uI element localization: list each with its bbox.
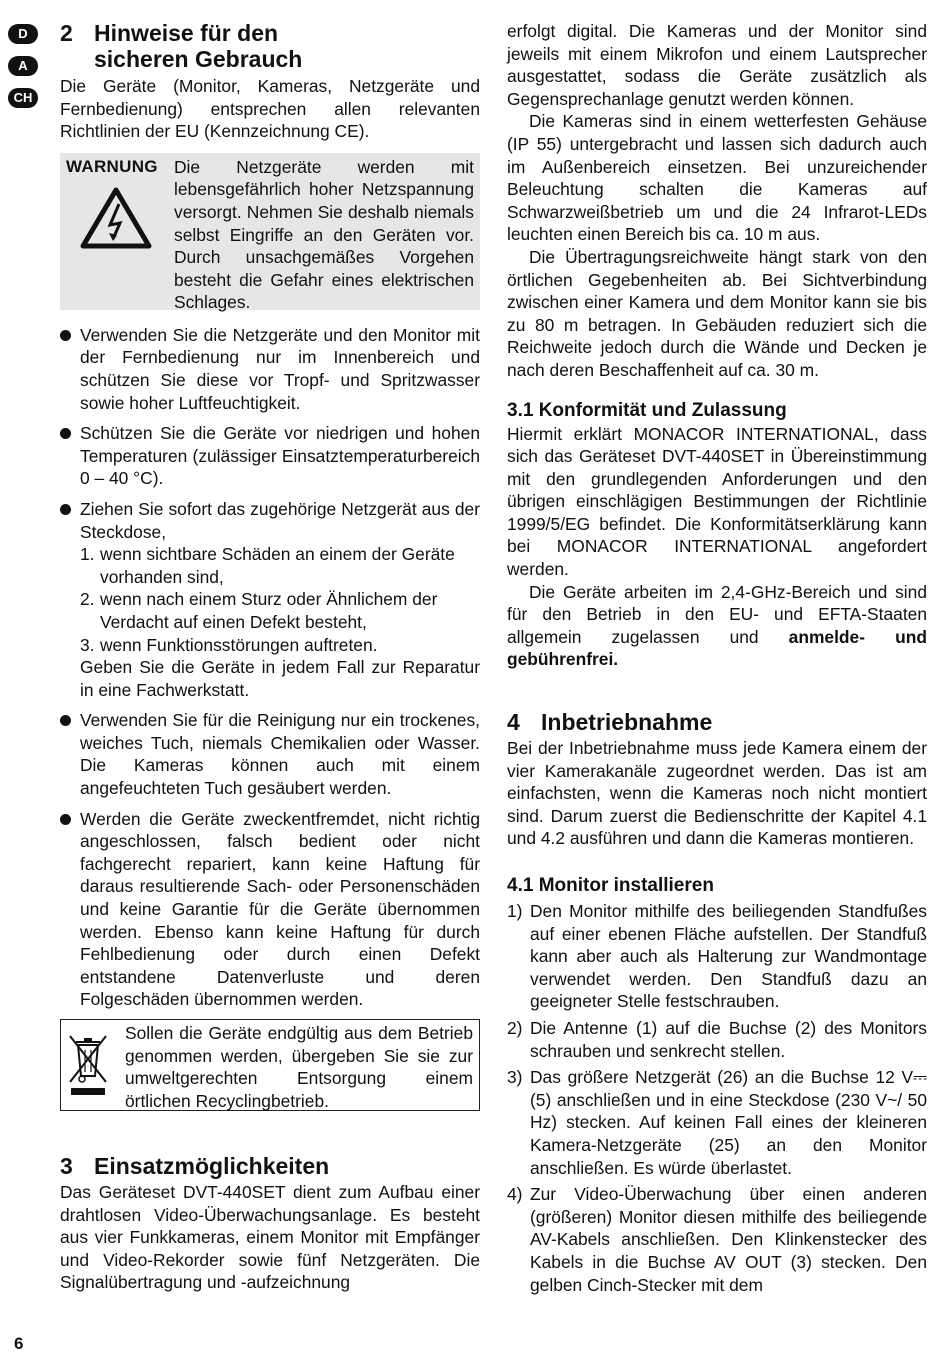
section-3-heading (60, 1153, 480, 1179)
section-3-text: Das Geräteset DVT-440SET dient zum Aufbau einer drahtlosen Video-Überwachungsanlage. Es besteht aus vier Funkkameras, einem Monitor mit Empfänger und Video-Rekorder sowie fünf Netzgeräten. Die Signalübertragung und -aufzeichnung (60, 1182, 480, 1293)
bullet-text: Ziehen Sie sofort das zugehörige Netzgerät aus der Steckdose, (80, 498, 480, 542)
step-text: Das größere Netzgerät (26) an die Buchse 12 V⎓ (5) anschließen und in eine Steckdose (230 V~/ 50 Hz) stecken. Auf keinen Fall eines der kleineren Kamera-Netzgeräte (25) an den Monitor anschließen. Es würde überlastet. (530, 1067, 927, 1178)
approval-text: Die Geräte arbeiten im 2,4-GHz-Bereich und sind für den Betrieb in den EU- und EFTA-Staaten allgemein zugelassen und (507, 581, 927, 647)
approval-bold: anmelde- und gebührenfrei. (507, 626, 927, 670)
sub-item-text: wenn Funktionsstörungen auftreten. (100, 634, 378, 655)
step-number: 3) (507, 1067, 523, 1088)
section-number: 2 (60, 20, 73, 46)
step-item (507, 900, 927, 1013)
language-badge-ch: CH (8, 88, 38, 108)
bullet-dot-icon (60, 428, 71, 439)
right-column (507, 20, 927, 1300)
step-number: 2) (507, 1017, 523, 1038)
step-text: Zur Video-Überwachung über einen anderen (größeren) Monitor diesen mithilfe des beiliegende AV-Kabels anschließen. Den Klinkenstecker des Kabels in die Buchse AV OUT (3) stecken. Den gelben Cinch-Stecker mit dem (530, 1184, 927, 1295)
warning-box (60, 153, 480, 313)
section-4-text: Bei der Inbetriebnahme muss jede Kamera einem der vier Kamerakanäle zugeordnet werden. Das ist am einfachsten, wenn die Kameras noch nicht montiert sind. Darum zuerst die Bedienschritte der Kapitel 4.1 und 4.2 ausführen und dann die Kameras montieren. (507, 738, 927, 849)
step-number: 4) (507, 1184, 523, 1205)
sub-item-text: wenn nach einem Sturz oder Ähnlichem der Verdacht auf einen Defekt besteht, (100, 589, 438, 632)
step-item (507, 1183, 927, 1296)
step-number: 1) (507, 901, 523, 921)
step-text: Die Antenne (1) auf die Buchse (2) des Monitors schrauben und senkrecht stellen. (530, 1017, 927, 1061)
sub-item-number: 1. (80, 544, 95, 565)
bullet-item (60, 422, 480, 490)
section-3-1-approval (507, 581, 927, 671)
high-voltage-warning-icon (80, 187, 152, 249)
section-2-heading (60, 20, 480, 72)
bullet-text: Werden die Geräte zweckentfremdet, nicht richtig angeschlossen, falsch bedient oder nicht fachgerecht repariert, kann keine Haftung für daraus resultierende Sach- oder Personenschäden und keine Garantie für die Geräte übernommen werden. Ebenso kann keine Haftung für durch Fehlbedienung oder durch einen Defekt entstandene Datenverluste und deren Folgeschäden übernommen werden. (80, 808, 480, 1010)
bullet-item (60, 324, 480, 414)
section-4-1-heading: 4.1 Monitor installieren (507, 875, 714, 896)
step-item (507, 1017, 927, 1062)
disposal-text: Sollen die Geräte endgültig aus dem Betrieb genommen werden, übergeben Sie sie zur umweltgerechten Entsorgung einem örtlichen Recyclingbetrieb. (125, 1023, 473, 1111)
left-column (60, 20, 480, 1294)
bullet-dot-icon (60, 715, 71, 726)
paragraph: Die Übertragungsreichweite hängt stark von den örtlichen Gegebenheiten ab. Bei Sichtverbindung zwischen einer Kamera und dem Monitor kann sie bis zu 80 m betragen. In Gebäuden reduziert sich die Reichweite jedoch durch die Wände und Decken je nach deren Beschaffenheit auf ca. 30 m. (507, 246, 927, 380)
language-badge-a: A (8, 56, 38, 76)
bullet-dot-icon (60, 330, 71, 341)
sub-item-text: wenn sichtbare Schäden an einem der Geräte vorhanden sind, (100, 544, 455, 587)
section-title-line2: sicheren Gebrauch (94, 46, 303, 72)
install-steps (507, 900, 927, 1296)
sub-item (80, 588, 480, 633)
repair-note: Geben Sie die Geräte in jedem Fall zur Reparatur in eine Fachwerkstatt. (80, 657, 480, 700)
sub-item (80, 634, 480, 657)
section-4-heading (507, 709, 927, 735)
warning-text: Die Netzgeräte werden mit lebensgefährlich hoher Netzspannung versorgt. Nehmen Sie deshalb niemals selbst Eingriffe an den Geräten vor. Durch unsachgemäßes Vorgehen besteht die Gefahr eines elektrischen Schlages. (174, 156, 474, 313)
section-title-line1: Hinweise für den (94, 20, 279, 46)
disposal-box (60, 1019, 480, 1111)
section-title: Einsatzmöglichkeiten (94, 1153, 330, 1179)
step-item (507, 1066, 927, 1179)
warning-label: WARNUNG (66, 156, 158, 176)
unplug-conditions-list (80, 543, 480, 656)
bullet-item (60, 498, 480, 701)
bullet-dot-icon (60, 814, 71, 825)
bullet-item (60, 808, 480, 1011)
language-badges (8, 24, 40, 120)
paragraph: Die Kameras sind in einem wetterfesten Gehäuse (IP 55) untergebracht und lassen sich dadurch auch im Außenbereich einsetzen. Bei unzureichender Beleuchtung schalten die Kameras auf Schwarzweißbetrieb um und die 24 Infrarot-LEDs leuchten einen Bereich bis ca. 10 m aus. (507, 111, 927, 245)
section-title: Inbetriebnahme (541, 709, 713, 736)
sub-item (80, 543, 480, 588)
page-number: 6 (14, 1334, 24, 1353)
section-number: 4 (507, 709, 520, 736)
sub-item-number: 2. (80, 589, 95, 610)
sub-item-number: 3. (80, 634, 95, 655)
section-3-1-heading: 3.1 Konformität und Zulassung (507, 399, 787, 421)
step-text: Den Monitor mithilfe des beiliegenden Standfußes auf einer ebenen Fläche aufstellen. Der Standfuß kann aber auch als Halterung zur Wandmontage verwendet werden. Den Standfuß dazu an geeigneter Stelle festschrauben. (530, 901, 927, 1012)
bullet-dot-icon (60, 504, 71, 515)
bullet-item (60, 709, 480, 799)
crossed-out-wheelie-bin-icon (67, 1032, 109, 1098)
bullet-text: Verwenden Sie für die Reinigung nur ein trockenes, weiches Tuch, niemals Chemikalien oder Wasser. Die Kameras können auch mit einem angefeuchteten Tuch gesäubert werden. (80, 710, 480, 799)
bullet-text: Verwenden Sie die Netzgeräte und den Monitor mit der Fernbedienung nur im Innenbereich und schützen Sie diese vor Tropf- und Spritzwasser sowie hoher Luftfeuchtigkeit. (80, 324, 480, 413)
section-2-intro: Die Geräte (Monitor, Kameras, Netzgeräte und Fernbedienung) entsprechen allen relevanten Richtlinien der EU (Kennzeichnung CE). (60, 76, 480, 142)
safety-bullets (60, 324, 480, 1011)
bullet-text: Schützen Sie die Geräte vor niedrigen und hohen Temperaturen (zulässiger Einsatztemperaturbereich 0 – 40 °C). (80, 423, 480, 489)
paragraph: erfolgt digital. Die Kameras und der Monitor sind jeweils mit einem Mikrofon und einem Lautsprecher ausgestattet, sodass die Geräte zusätzlich als Gegensprechanlage genutzt werden können. (507, 21, 927, 109)
section-number: 3 (60, 1153, 73, 1179)
language-badge-d: D (8, 24, 38, 44)
section-3-1-text: Hiermit erklärt MONACOR INTERNATIONAL, dass sich das Geräteset DVT-440SET in Übereinstimmung mit den grundlegenden Anforderungen und den übrigen einschlägigen Bestimmungen der Richtlinie 1999/5/EG befindet. Die Konformitätserklärung kann bei MONACOR INTERNATIONAL angefordert werden. (507, 423, 927, 580)
